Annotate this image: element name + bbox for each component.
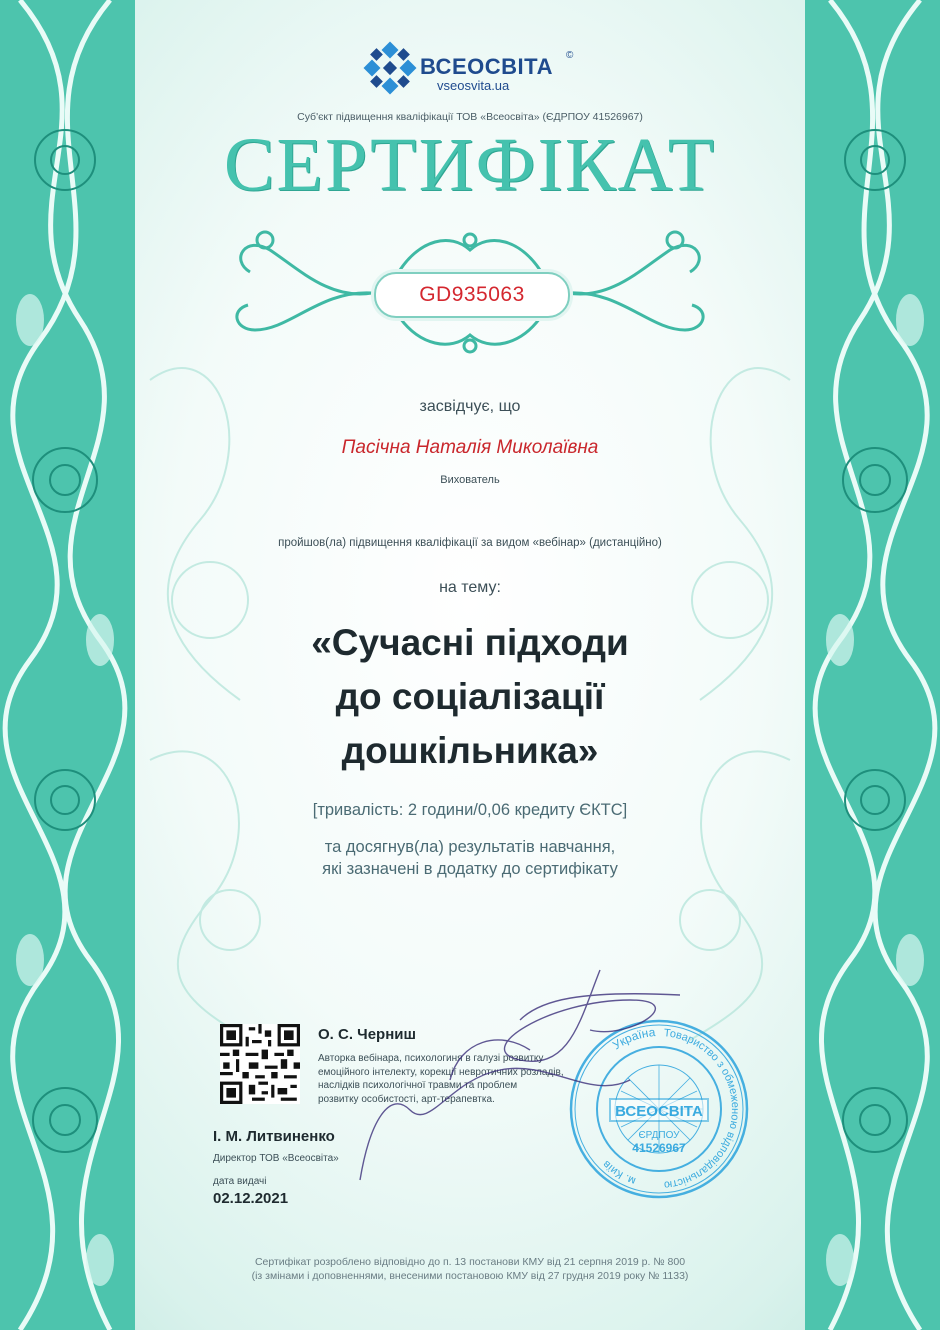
footer-line: (із змінами і доповненнями, внесеними постановою КМУ від 27 грудня 2019 року № 1133) (251, 1270, 689, 1282)
author-name: О. С. Черниш (318, 1026, 416, 1043)
vseosvita-logo[interactable] (362, 40, 582, 98)
logo-site-text: vseosvita.ua (437, 78, 510, 93)
certifies-text: засвідчує, що (419, 398, 521, 415)
footer-line: Сертифікат розроблено відповідно до п. 13 постанови КМУ від 21 серпня 2019 р. № 800 (254, 1256, 686, 1268)
author-desc-line: Авторка вебінара, психологиня в галузі розвитку (318, 1053, 544, 1064)
legal-footer (0, 1255, 940, 1283)
stamp-ring-left: м. Київ (600, 1157, 638, 1187)
author-desc-line: емоційного інтелекту, корекції невротичних розладів, (318, 1066, 564, 1078)
snowflake-logo-icon (362, 40, 418, 96)
author-desc-line: наслідків психологічної травми та проблем (318, 1080, 518, 1091)
topic-line: «Сучасні підходи (311, 622, 629, 663)
completion-text: пройшов(ла) підвищення кваліфікації за видом «вебінар» (дистанційно) (278, 537, 662, 549)
results-text (0, 836, 940, 880)
certificate-code: GD935063 (419, 283, 525, 306)
issuer-subject: Суб'єкт підвищення кваліфікації ТОВ «Всеосвіта» (ЄДРПОУ 41526967) (297, 111, 643, 123)
stamp-edrpou-label: ЄРДПОУ (638, 1130, 680, 1141)
issue-date-label: дата видачі (213, 1176, 267, 1187)
qr-code[interactable] (220, 1024, 300, 1104)
results-line: які зазначені в додатку до сертифікату (322, 860, 618, 878)
registered-mark: © (566, 50, 574, 61)
certificate-title: СЕРТИФІКАТ (223, 123, 717, 207)
logo-brand-text: ВСЕОСВІТА (420, 54, 554, 79)
topic-line: до соціалізації (335, 676, 605, 717)
topic-line: дошкільника» (341, 730, 599, 771)
recipient-position: Вихователь (440, 474, 500, 486)
duration-text: [тривалість: 2 години/0,06 кредиту ЄКТС] (312, 801, 628, 819)
stamp-ring-right: Товариство з обмеженою відповідальністю (663, 1027, 742, 1191)
certificate-code-box (374, 272, 570, 318)
results-line: та досягнув(ла) результатів навчання, (324, 838, 616, 856)
director-name: І. М. Литвиненко (213, 1128, 335, 1145)
author-desc-line: розвитку особистості, арт-терапевтка. (318, 1093, 495, 1105)
webinar-topic (0, 616, 940, 778)
issue-date: 02.12.2021 (213, 1190, 289, 1207)
handwritten-signature (330, 960, 750, 1200)
recipient-name: Пасічна Наталія Миколаївна (341, 437, 599, 458)
stamp-center: ВСЕОСВІТА (615, 1103, 703, 1120)
stamp-edrpou: 41526967 (632, 1141, 686, 1155)
director-role: Директор ТОВ «Всеосвіта» (213, 1153, 339, 1164)
stamp-country: Україна (610, 1025, 656, 1053)
topic-label: на тему: (439, 579, 501, 596)
